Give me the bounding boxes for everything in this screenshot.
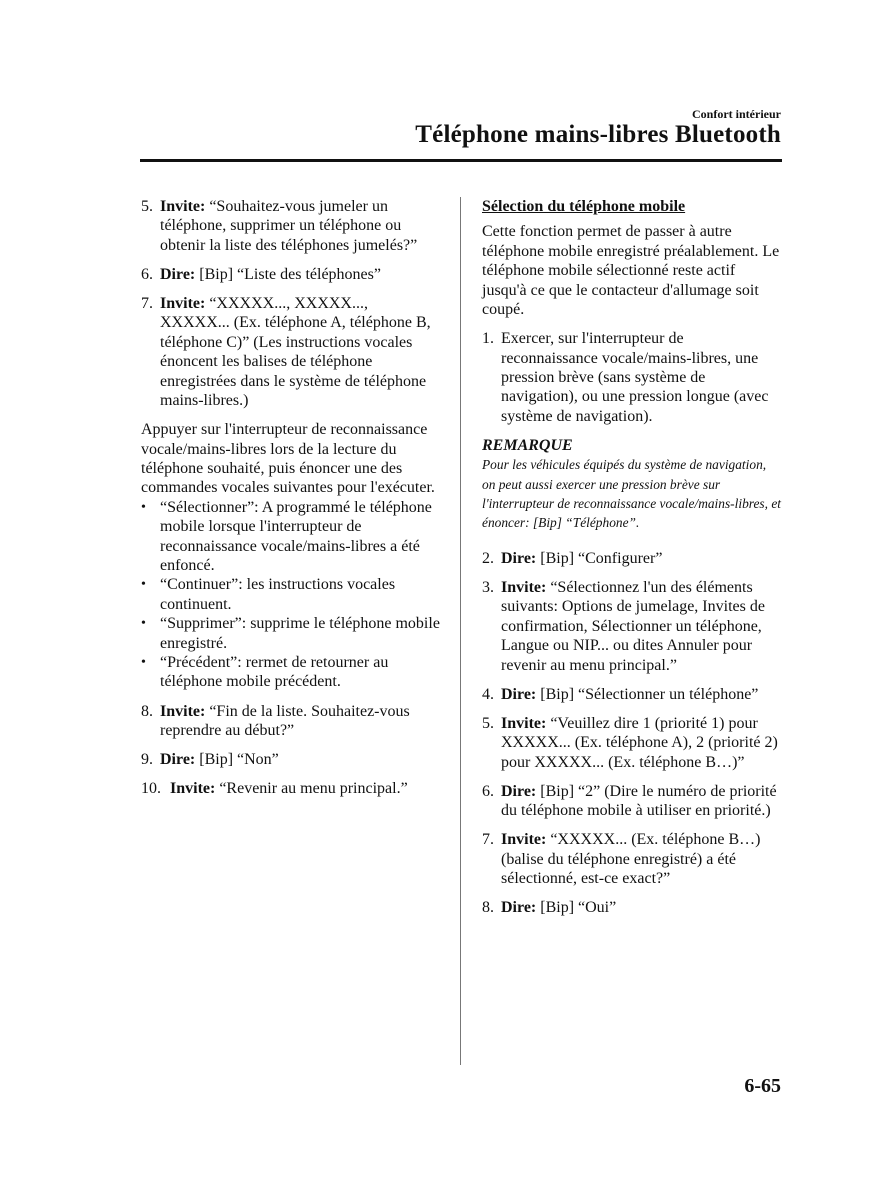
- step-number: 3.: [482, 578, 494, 596]
- step-label: Invite:: [160, 702, 206, 720]
- bullet-text: “Continuer”: les instructions vocales continuent.: [160, 576, 396, 613]
- step-label: Invite:: [170, 780, 216, 798]
- right-column: [482, 197, 782, 927]
- step-text: [Bip] “Oui”: [536, 899, 617, 917]
- step-text: “Revenir au menu principal.”: [215, 780, 408, 798]
- page-title: Téléphone mains-libres Bluetooth: [415, 121, 781, 148]
- step-text: [Bip] “Configurer”: [536, 549, 663, 567]
- step-text: “Souhaitez-vous jumeler un téléphone, supprimer un téléphone ou obtenir la liste des téléphones jumelés?”: [160, 198, 418, 254]
- step-text: [Bip] “Liste des téléphones”: [195, 265, 381, 283]
- bullet-text: “Sélectionner”: A programmé le téléphone mobile lorsque l'interrupteur de reconnaissance vocale/mains-libres a été enfoncé.: [160, 498, 432, 574]
- step-number: 5.: [482, 714, 494, 732]
- bullet-icon: •: [141, 499, 146, 515]
- bullet-text: “Précédent”: rermet de retourner au téléphone mobile précédent.: [160, 654, 389, 691]
- instruction-paragraph: Appuyer sur l'interrupteur de reconnaissance vocale/mains-libres lors de la lecture du téléphone souhaité, puis énoncer une des commandes vocales suivantes pour l'exécuter.: [141, 421, 435, 497]
- bullet-item: [141, 575, 441, 614]
- step-label: Invite:: [501, 831, 547, 849]
- left-column: [141, 197, 441, 808]
- step-text: “XXXXX... (Ex. téléphone B…) (balise du téléphone enregistré) a été sélectionné, est-ce exact?”: [501, 831, 761, 887]
- list-item: [482, 549, 782, 568]
- list-item: [141, 702, 441, 741]
- note-title: REMARQUE: [482, 436, 573, 454]
- bullet-text: “Supprimer”: supprime le téléphone mobile enregistré.: [160, 615, 440, 652]
- bullet-item: [141, 614, 441, 653]
- step-number: 1.: [482, 330, 494, 348]
- bullet-icon: •: [141, 577, 146, 593]
- step-number: 7.: [141, 295, 153, 312]
- step-label: Invite:: [501, 714, 547, 732]
- step-number: 5.: [141, 198, 153, 215]
- section-subheading: Sélection du téléphone mobile: [482, 198, 686, 215]
- page-number: 6-65: [744, 1075, 781, 1097]
- step-text: “Fin de la liste. Souhaitez-vous reprendre au début?”: [160, 702, 410, 739]
- step-label: Invite:: [501, 578, 547, 596]
- step-text: “Veuillez dire 1 (priorité 1) pour XXXXX... (Ex. téléphone A), 2 (priorité 2) pour XXXXX... (Ex. téléphone B…)”: [501, 714, 778, 771]
- bullet-icon: •: [141, 616, 146, 632]
- step-number: 8.: [141, 702, 153, 720]
- step-number: 8.: [482, 899, 494, 917]
- bullet-icon: •: [141, 655, 146, 670]
- step-number: 10.: [141, 780, 161, 798]
- step-number: 2.: [482, 549, 494, 567]
- step-label: Dire:: [160, 751, 196, 768]
- bullet-item: [141, 653, 441, 692]
- list-item: [482, 898, 782, 917]
- step-text: [Bip] “Sélectionner un téléphone”: [536, 685, 759, 703]
- step-label: Dire:: [501, 782, 537, 800]
- list-item: [141, 197, 441, 255]
- list-item: [482, 685, 782, 704]
- bullet-item: [141, 498, 441, 576]
- list-item: [482, 830, 782, 888]
- list-item: [482, 329, 782, 426]
- step-number: 7.: [482, 831, 494, 849]
- step-number: 6.: [141, 265, 153, 283]
- list-item: [482, 714, 782, 772]
- list-item: [141, 265, 441, 284]
- step-label: Invite:: [160, 295, 206, 312]
- step-number: 4.: [482, 685, 494, 703]
- list-item: [141, 750, 441, 769]
- list-item: [141, 294, 441, 410]
- step-text: [Bip] “Non”: [195, 751, 279, 768]
- step-text: “XXXXX..., XXXXX..., XXXXX... (Ex. téléphone A, téléphone B, téléphone C)” (Les instructions vocales énoncent les balises de téléphone enregistrées dans le système de téléphone mains-libres.): [160, 295, 431, 410]
- step-label: Invite:: [160, 198, 206, 215]
- note-text: Pour les véhicules équipés du système de navigation, on peut aussi exercer une pression brève sur l'interrupteur de reconnaissance vocale/mains-libres, et énoncer: [Bip] “Téléphone”.: [482, 457, 782, 531]
- step-label: Dire:: [501, 549, 537, 567]
- step-text: “Sélectionnez l'un des éléments suivants: Options de jumelage, Invites de confirmation, Sélectionner un téléphone, Langue ou NIP... ou dites Annuler pour revenir au menu principal.”: [501, 578, 765, 674]
- step-label: Dire:: [501, 685, 537, 703]
- list-item: [482, 782, 782, 821]
- step-text: [Bip] “2” (Dire le numéro de priorité du téléphone mobile à utiliser en priorité.): [501, 782, 777, 820]
- step-number: 6.: [482, 782, 494, 800]
- voice-command-list: [141, 498, 441, 692]
- step-number: 9.: [141, 751, 153, 768]
- list-item: [482, 578, 782, 675]
- section-label: Confort intérieur: [692, 107, 781, 121]
- step-label: Dire:: [501, 899, 537, 917]
- list-item: [141, 779, 441, 798]
- title-rule: [140, 159, 782, 162]
- step-text: Exercer, sur l'interrupteur de reconnaissance vocale/mains-libres, une pression brève (sans système de navigation), ou une pression longue (avec système de navigation).: [501, 330, 769, 425]
- step-label: Dire:: [160, 265, 196, 283]
- column-divider: [460, 197, 461, 1065]
- intro-paragraph: Cette fonction permet de passer à autre téléphone mobile enregistré préalablement. Le téléphone mobile sélectionné reste actif jusqu'à ce que le contacteur d'allumage soit coupé.: [482, 223, 780, 319]
